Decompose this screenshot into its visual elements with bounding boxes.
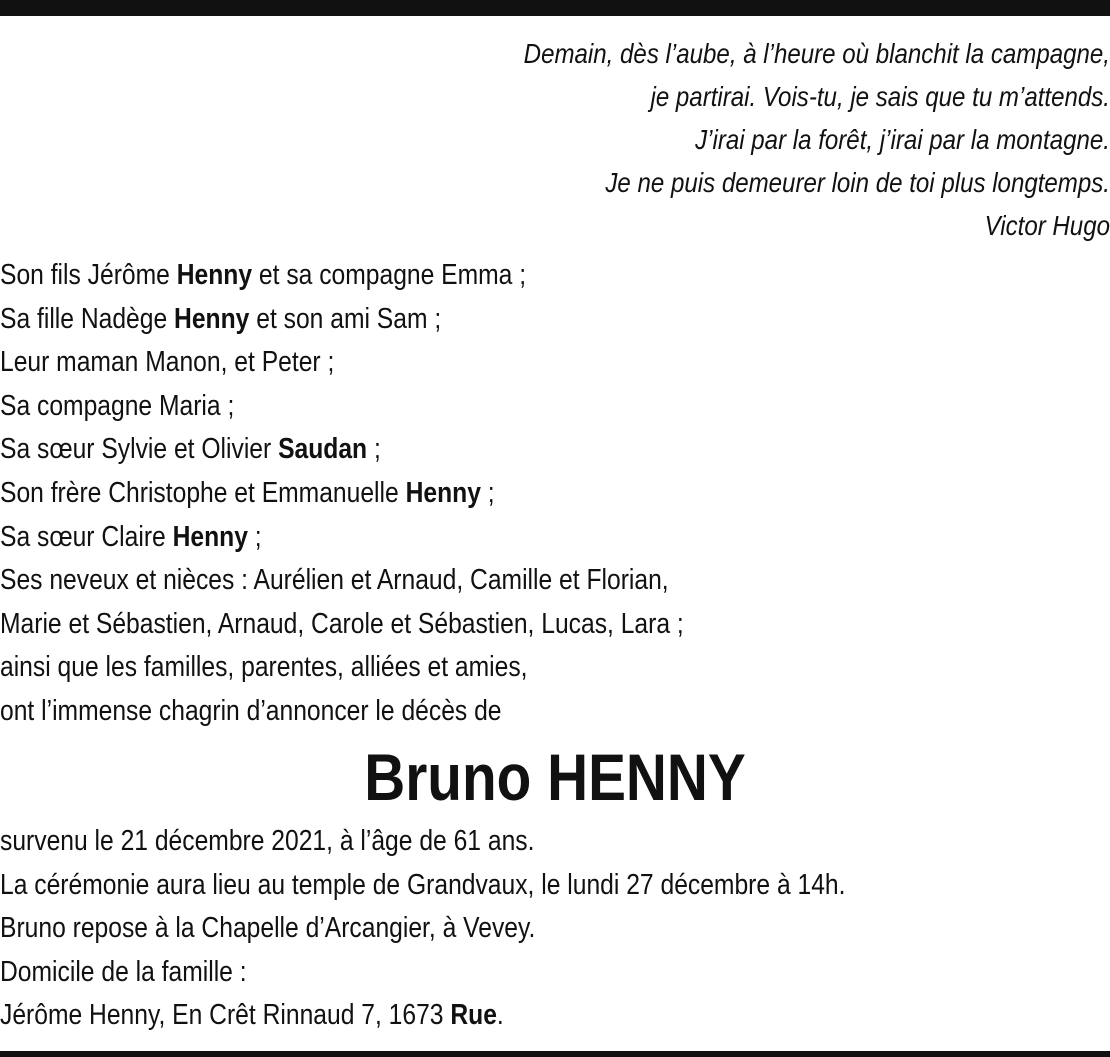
announcement-details [0,820,845,1038]
family-list [0,254,684,734]
family-line: ainsi que les familles, parentes, alliées et amies, [0,651,528,684]
family-line: Ses neveux et nièces : Aurélien et Arnaud, Camille et Florian, [0,564,669,597]
top-rule [0,0,1110,16]
family-line: Sa sœur Sylvie et Olivier Saudan ; [0,433,381,466]
family-line: Sa fille Nadège Henny et son ami Sam ; [0,302,442,335]
poem-line: Je ne puis demeurer loin de toi plus longtemps. [605,167,1110,198]
family-line: Leur maman Manon, et Peter ; [0,346,335,379]
poem-line: Demain, dès l’aube, à l’heure où blanchit la campagne, [523,38,1110,69]
surname: Henny [176,259,253,291]
family-line: Son frère Christophe et Emmanuelle Henny ; [0,476,495,509]
poem-line: J’irai par la forêt, j’irai par la montagne. [695,124,1110,155]
family-address: Jérôme Henny, En Crêt Rinnaud 7, 1673 Rue. [0,999,504,1032]
detail-line: Bruno repose à la Chapelle d’Arcangier, à Vevey. [0,912,536,945]
poem-line: je partirai. Vois-tu, je sais que tu m’attends. [650,81,1110,112]
surname: Henny [174,302,250,335]
deceased-name: Bruno HENNY [364,740,746,814]
surname: Henny [172,520,248,553]
family-line: Marie et Sébastien, Arnaud, Carole et Sébastien, Lucas, Lara ; [0,607,684,640]
detail-line: survenu le 21 décembre 2021, à l’âge de 61 ans. [0,825,535,857]
detail-line: La cérémonie aura lieu au temple de Grandvaux, le lundi 27 décembre à 14h. [0,868,846,901]
detail-line: Domicile de la famille : [0,955,247,988]
family-line: Sa sœur Claire Henny ; [0,520,262,553]
family-line: Son fils Jérôme Henny et sa compagne Emma ; [0,259,527,291]
family-line: Sa compagne Maria ; [0,389,235,422]
surname: Saudan [278,433,368,466]
town: Rue [450,999,497,1032]
family-line: ont l’immense chagrin d’annoncer le décès de [0,694,502,727]
bottom-rule [0,1051,1110,1057]
poem-quote [155,32,1110,247]
surname: Henny [405,476,481,509]
poem-author: Victor Hugo [984,210,1110,241]
